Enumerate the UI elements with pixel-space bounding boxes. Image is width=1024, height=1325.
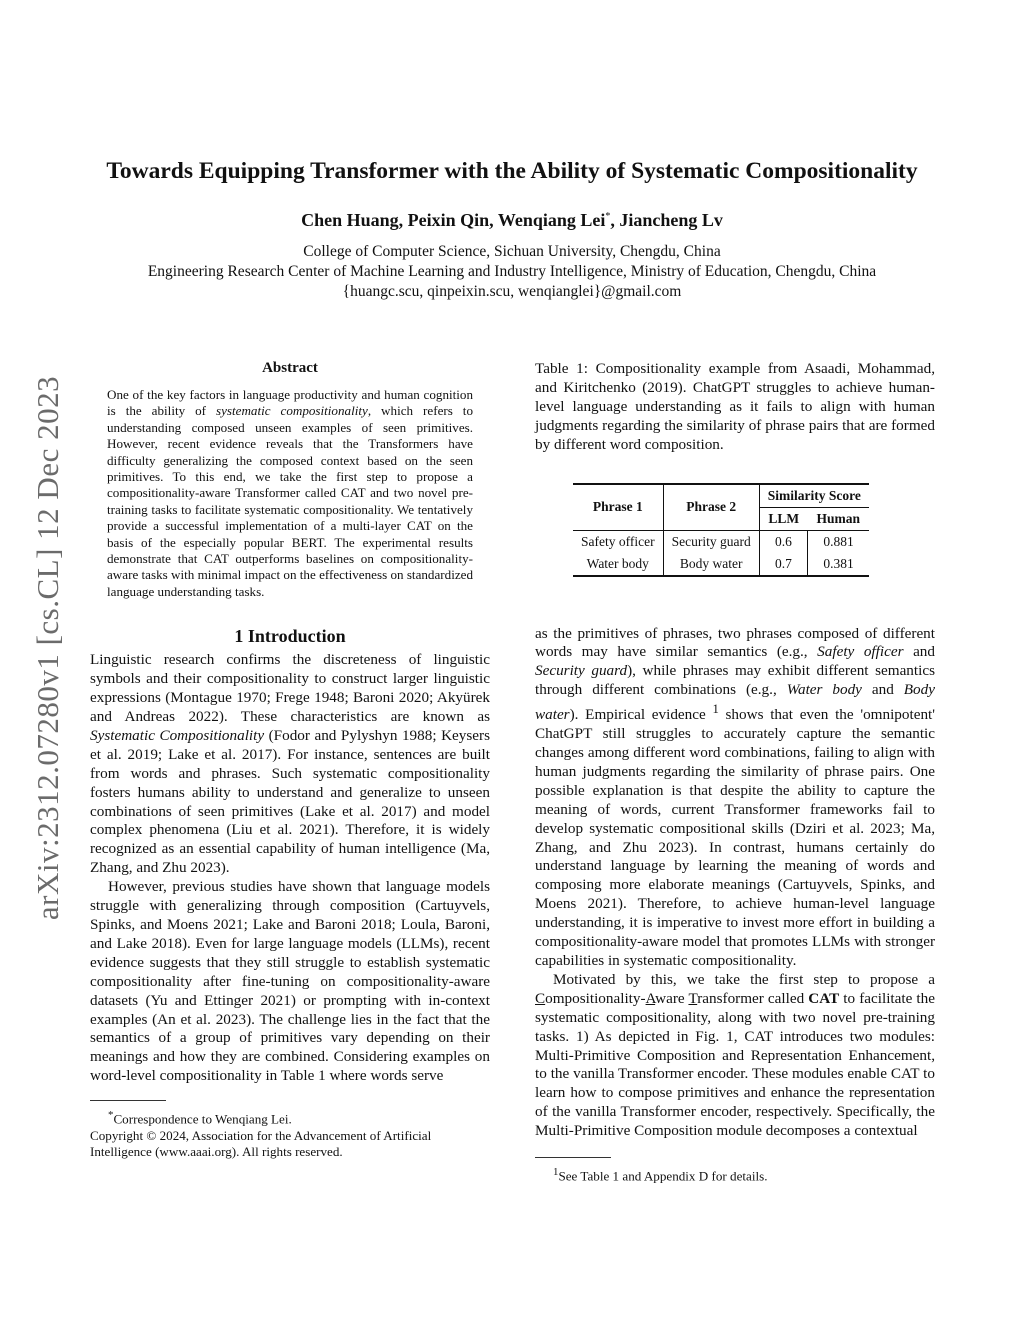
- right-column: [535, 360, 935, 1185]
- acronym-letter: A: [645, 989, 656, 1007]
- header-similarity-score: Similarity Score: [759, 484, 869, 508]
- paper-title: Towards Equipping Transformer with the Ability of Systematic Compositionality: [106, 158, 918, 184]
- abstract-text-start: One of the key factors in language productivity and human cognition is the ability of: [107, 387, 473, 419]
- intro-paragraph-2: However, previous studies have shown that language models struggle with generalizing through composition (Cartuyvels, Spinks, and Moens 2021; Lake and Baroni 2018; Loula, Baroni, and Lake 2018). Even for large language models (LLMs), recent evidence suggests that they still struggle to establish systematic compositionality after fine-tuning on compositionality-aware datasets (Yu and Ettinger 2021) or prompting with in-context examples (An et al. 2023). The challenge lies in the fact that the semantics of a group of primitives vary depending on their meanings and how they are combined. Considering examples on word-level compositionality in Table 1 where words serve: [90, 878, 490, 1085]
- left-column: [90, 360, 490, 1160]
- model-name: CAT: [808, 989, 840, 1007]
- cell-phrase-2: Body water: [663, 553, 759, 576]
- abstract-heading: Abstract: [262, 360, 318, 376]
- header-phrase-1: Phrase 1: [573, 484, 663, 531]
- rp1-a: as the primitives of phrases, two phrases composed of different words may have similar semantics (e.g.,: [535, 624, 935, 661]
- rp2-w2: ware: [655, 989, 689, 1007]
- footnote-mark: *: [108, 1109, 114, 1122]
- arxiv-stamp-text: arXiv:2312.07280v1 [cs.CL] 12 Dec 2023: [30, 375, 65, 921]
- footnote-mark: 1: [553, 1166, 559, 1179]
- right-paragraph-1: [535, 625, 935, 971]
- cell-human: 0.881: [808, 530, 869, 553]
- header-llm: LLM: [768, 510, 800, 526]
- rp2-a: Motivated by this, we take the first step to propose a: [553, 970, 935, 988]
- author-emails: {huangc.scu, qinpeixin.scu, wenqianglei}@gmail.com: [342, 283, 682, 300]
- footnote-text: Correspondence to Wenqiang Lei.: [113, 1111, 292, 1127]
- footnote-divider: [535, 1157, 611, 1158]
- right-paragraph-2: [535, 971, 935, 1141]
- cell-phrase-2: Security guard: [663, 530, 759, 553]
- rp1-f: shows that even the 'omnipotent' ChatGPT still struggles to accurately capture the semantic changes among different word combinations, failing to align with human judgments regarding the similarity of phrase pairs. One possible explanation is that despite the ability to capture the meaning of words, current Transformer frameworks fail to develop systematic compositional skills (Dziri et al. 2023; Ma, Zhang, and Zhu 2023). In contrast, humans certainly do understand language by learning the meaning of words and composing more elaborate meanings (Cartuyvels, Spinks, and Moens 2021). Therefore, to achieve human-level language understanding, it is imperative to invest more effort in building a compositionality-aware model that promotes LLMs with stronger capabilities in systematic compositionality.: [535, 706, 935, 969]
- table-row: [573, 530, 869, 553]
- table-row: [573, 553, 869, 576]
- authors-text-end: , Jiancheng Lv: [610, 210, 723, 230]
- header-phrase-2: Phrase 2: [663, 484, 759, 531]
- rp1-d: and: [861, 681, 904, 699]
- section-heading-introduction: 1 Introduction: [234, 626, 346, 647]
- acronym-letter: C: [535, 989, 546, 1007]
- affiliation-1: College of Computer Science, Sichuan University, Chengdu, China: [303, 243, 721, 260]
- intro-p1-end: (Fodor and Pylyshyn 1988; Keysers et al. 2019; Lake et al. 2017). For instance, sentences are built from words and phrases. Such systematic compositionality fosters humans ability to understand and generalize to unseen combinations of seen primitives (Lake et al. 2017) and model complex phenomena (Liu et al. 2021). Therefore, it is widely recognized as an essential capability of human intelligence (Ma, Zhang, and Zhu 2023).: [90, 726, 490, 877]
- intro-key-term: Systematic Compositionality: [90, 726, 265, 744]
- copyright-notice: Copyright © 2024, Association for the Advancement of Artificial Intelligence (www.aaai.org). All rights reserved.: [90, 1127, 432, 1159]
- header-human: Human: [816, 510, 861, 526]
- author-list: [60, 210, 964, 231]
- authors-text: Chen Huang, Peixin Qin, Wenqiang Lei: [301, 210, 606, 230]
- abstract-text-end: , which refers to understanding composed unseen examples of seen primitives. However, recent evidence reveals that the Transformers have difficulty generalizing the composed context based on the seen primitives. To this end, we take the first step to propose a compositionality-aware Transformer called CAT and two novel pre-training tasks to facilitate systematic compositionality. We tentatively provide a successful implementation of a multi-layer CAT on the basis of the especially popular BERT. The experimental results demonstrate that CAT outperforms baselines on compositionality-aware tasks with minimal impact on the effectiveness on standardized language understanding tasks.: [107, 403, 473, 599]
- cell-phrase-1: Safety officer: [573, 530, 663, 553]
- footnote-divider: [90, 1100, 166, 1101]
- example-phrase: Water body: [786, 681, 862, 699]
- table-footnote: [535, 1164, 935, 1185]
- rp2-w3: ransformer called: [697, 989, 809, 1007]
- example-phrase: Safety officer: [817, 643, 904, 661]
- similarity-table: [573, 483, 869, 577]
- abstract-body: [107, 387, 473, 600]
- cell-phrase-1: Water body: [573, 553, 663, 576]
- affiliation-2: Engineering Research Center of Machine Learning and Industry Intelligence, Ministry of Education, Chengdu, China: [147, 263, 877, 280]
- corresponding-author-mark: *: [605, 211, 611, 222]
- footnote-text: See Table 1 and Appendix D for details.: [558, 1168, 768, 1184]
- rp2-w1: ompositionality-: [545, 989, 646, 1007]
- rp2-b: to facilitate the systematic compositionality, along with two novel pre-training tasks. 1) As depicted in Fig. 1, CAT introduces two modules: Multi-Primitive Composition and Representation Enhancement, to the vanilla Transformer encoder. These modules enable CAT to learn how to compose primitives and enhance the representation of the vanilla Transformer encoder, respectively. Specifically, the Multi-Primitive Composition module decomposes a contextual: [535, 989, 935, 1140]
- intro-paragraph-1: [90, 651, 490, 878]
- table-caption: Table 1: Compositionality example from Asaadi, Mohammad, and Kiritchenko (2019). ChatGPT struggles to achieve human-level language understanding as it fails to align with human judgments regarding the similarity of phrase pairs that are formed by different word composition.: [535, 360, 935, 453]
- example-phrase: Body water: [535, 681, 935, 724]
- rp1-b: and: [903, 643, 935, 661]
- cell-llm: 0.7: [759, 553, 808, 576]
- example-phrase: Security guard: [535, 662, 628, 680]
- rp1-c: ), while phrases may exhibit different semantics through different combinations (e.g.,: [535, 662, 935, 699]
- intro-p1-start: Linguistic research confirms the discreteness of linguistic symbols and their compositionality to construct larger linguistic expressions (Montague 1970; Frege 1948; Baroni 2020; Akyürek and Andreas 2022). These characteristics are known as: [90, 651, 490, 725]
- abstract-key-term: systematic compositionality: [216, 403, 368, 419]
- footnote-reference: 1: [712, 702, 719, 717]
- cell-llm: 0.6: [759, 530, 808, 553]
- rp1-e: ). Empirical evidence: [569, 706, 713, 724]
- cell-human: 0.381: [823, 555, 854, 571]
- correspondence-footnote: [90, 1107, 490, 1128]
- acronym-letter: T: [688, 989, 698, 1007]
